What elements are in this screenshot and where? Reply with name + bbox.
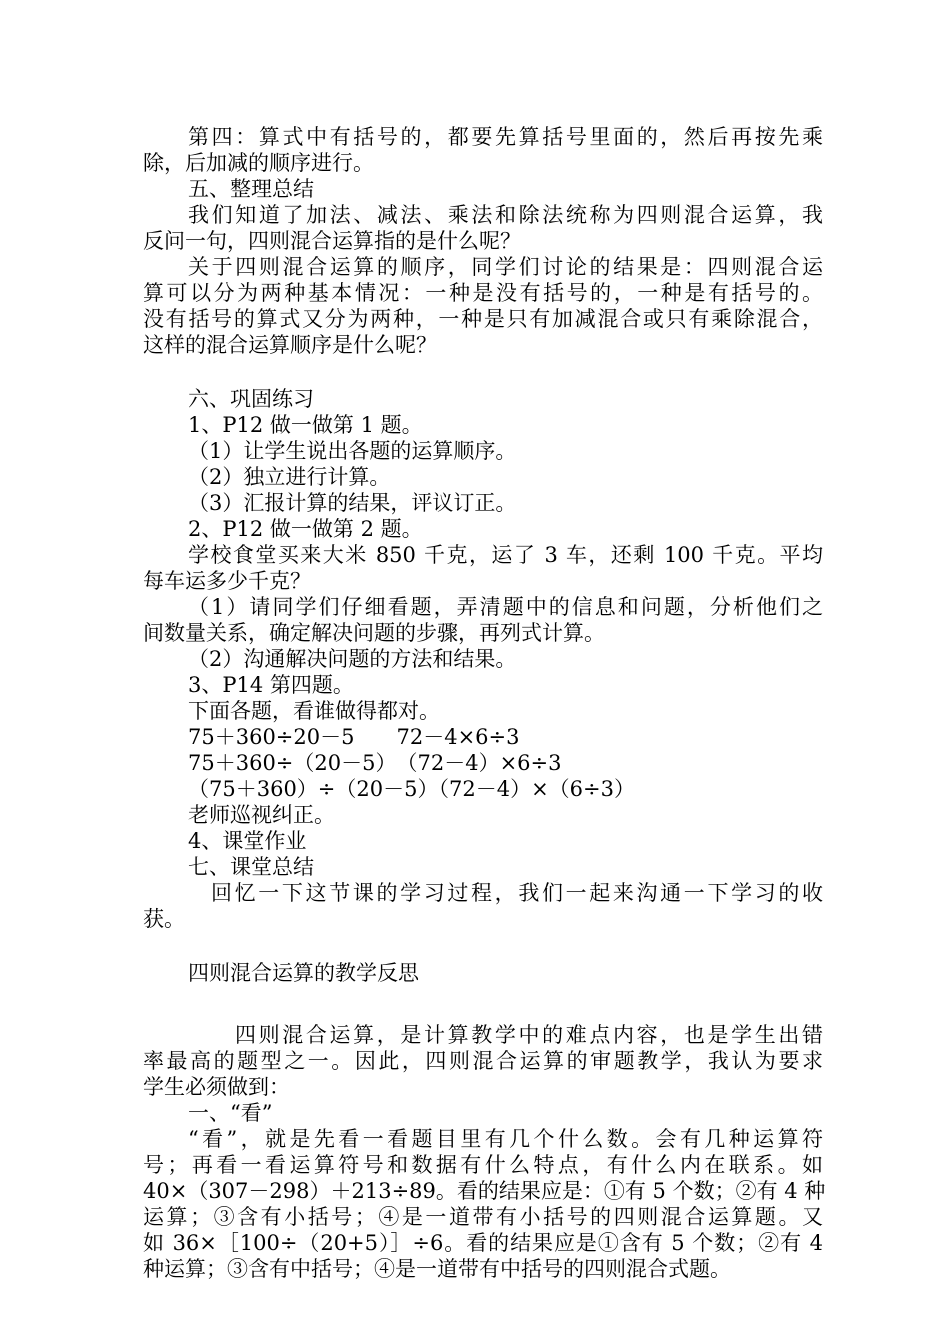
equation-row: 75＋360÷（20－5） （72－4）×6÷3 xyxy=(188,751,562,775)
paragraph-line: 每车运多少千克？ xyxy=(143,569,311,593)
paragraph-line: 学校食堂买来大米 850 千克，运了 3 车，还剩 100 千克。平均 xyxy=(188,543,823,567)
section-heading: 六、巩固练习 xyxy=(188,387,314,411)
section-heading: 七、课堂总结 xyxy=(188,855,314,879)
paragraph-line: 四则混合运算，是计算教学中的难点内容，也是学生出错 xyxy=(235,1023,823,1047)
reflection-title: 四则混合运算的教学反思 xyxy=(188,961,419,985)
exercise-heading: 4、课堂作业 xyxy=(188,829,307,853)
exercise-item: （3）汇报计算的结果，评议订正。 xyxy=(188,491,517,515)
paragraph-line: 号；再看一看运算符号和数据有什么特点，有什么内在联系。如 xyxy=(143,1153,823,1177)
paragraph-line: 如 36×［100÷（20+5）］÷6。看的结果应是①含有 5 个数；②有 4 xyxy=(143,1231,823,1255)
paragraph-line: 运算；③含有小括号；④是一道带有小括号的四则混合运算题。又 xyxy=(143,1205,823,1229)
paragraph-line: 获。 xyxy=(143,907,185,931)
paragraph-line: 回忆一下这节课的学习过程，我们一起来沟通一下学习的收 xyxy=(211,881,823,905)
paragraph-line: 40×（307－298）＋213÷89。看的结果应是：①有 5 个数；②有 4 种 xyxy=(143,1179,826,1203)
equation-row: （75＋360）÷（20－5）（72－4）×（6÷3） xyxy=(188,777,635,801)
paragraph-line: 除，后加减的顺序进行。 xyxy=(143,151,374,175)
exercise-heading: 2、P12 做一做第 2 题。 xyxy=(188,517,423,541)
exercise-heading: 1、P12 做一做第 1 题。 xyxy=(188,413,423,437)
equation-row: 75＋360÷20－5 72－4×6÷3 xyxy=(188,725,520,749)
paragraph-line: 第四：算式中有括号的，都要先算括号里面的，然后再按先乘 xyxy=(188,125,823,149)
paragraph-line: 反问一句，四则混合运算指的是什么呢？ xyxy=(143,229,521,253)
paragraph-line: 关于四则混合运算的顺序，同学们讨论的结果是：四则混合运 xyxy=(188,255,823,279)
exercise-item: 间数量关系，确定解决问题的步骤，再列式计算。 xyxy=(143,621,605,645)
paragraph-line: 率最高的题型之一。因此，四则混合运算的审题教学，我认为要求 xyxy=(143,1049,823,1073)
paragraph-line: 算可以分为两种基本情况：一种是没有括号的，一种是有括号的。 xyxy=(143,281,823,305)
exercise-item: （1）让学生说出各题的运算顺序。 xyxy=(188,439,517,463)
paragraph-line: 学生必须做到： xyxy=(143,1075,290,1099)
section-heading: 五、整理总结 xyxy=(188,177,314,201)
paragraph-line: 这样的混合运算顺序是什么呢？ xyxy=(143,333,437,357)
exercise-item: （2）沟通解决问题的方法和结果。 xyxy=(188,647,517,671)
blank-line xyxy=(143,986,823,1022)
paragraph-line: 种运算；③含有中括号；④是一道带有中括号的四则混合式题。 xyxy=(143,1257,731,1281)
blank-line xyxy=(143,358,823,386)
blank-line xyxy=(143,932,823,960)
exercise-item: （2）独立进行计算。 xyxy=(188,465,391,489)
exercise-item: （1）请同学们仔细看题，弄清题中的信息和问题，分析他们之 xyxy=(188,595,823,619)
paragraph-line: 我们知道了加法、减法、乘法和除法统称为四则混合运算，我 xyxy=(188,203,823,227)
paragraph-line: 老师巡视纠正。 xyxy=(188,803,335,827)
section-heading: 一、“看” xyxy=(188,1101,273,1125)
paragraph-line: 没有括号的算式又分为两种，一种是只有加减混合或只有乘除混合， xyxy=(143,307,823,331)
paragraph-line: “看”，就是先看一看题目里有几个什么数。会有几种运算符 xyxy=(188,1127,823,1151)
document-page xyxy=(143,124,826,1282)
exercise-heading: 3、P14 第四题。 xyxy=(188,673,354,697)
paragraph-line: 下面各题，看谁做得都对。 xyxy=(188,699,440,723)
